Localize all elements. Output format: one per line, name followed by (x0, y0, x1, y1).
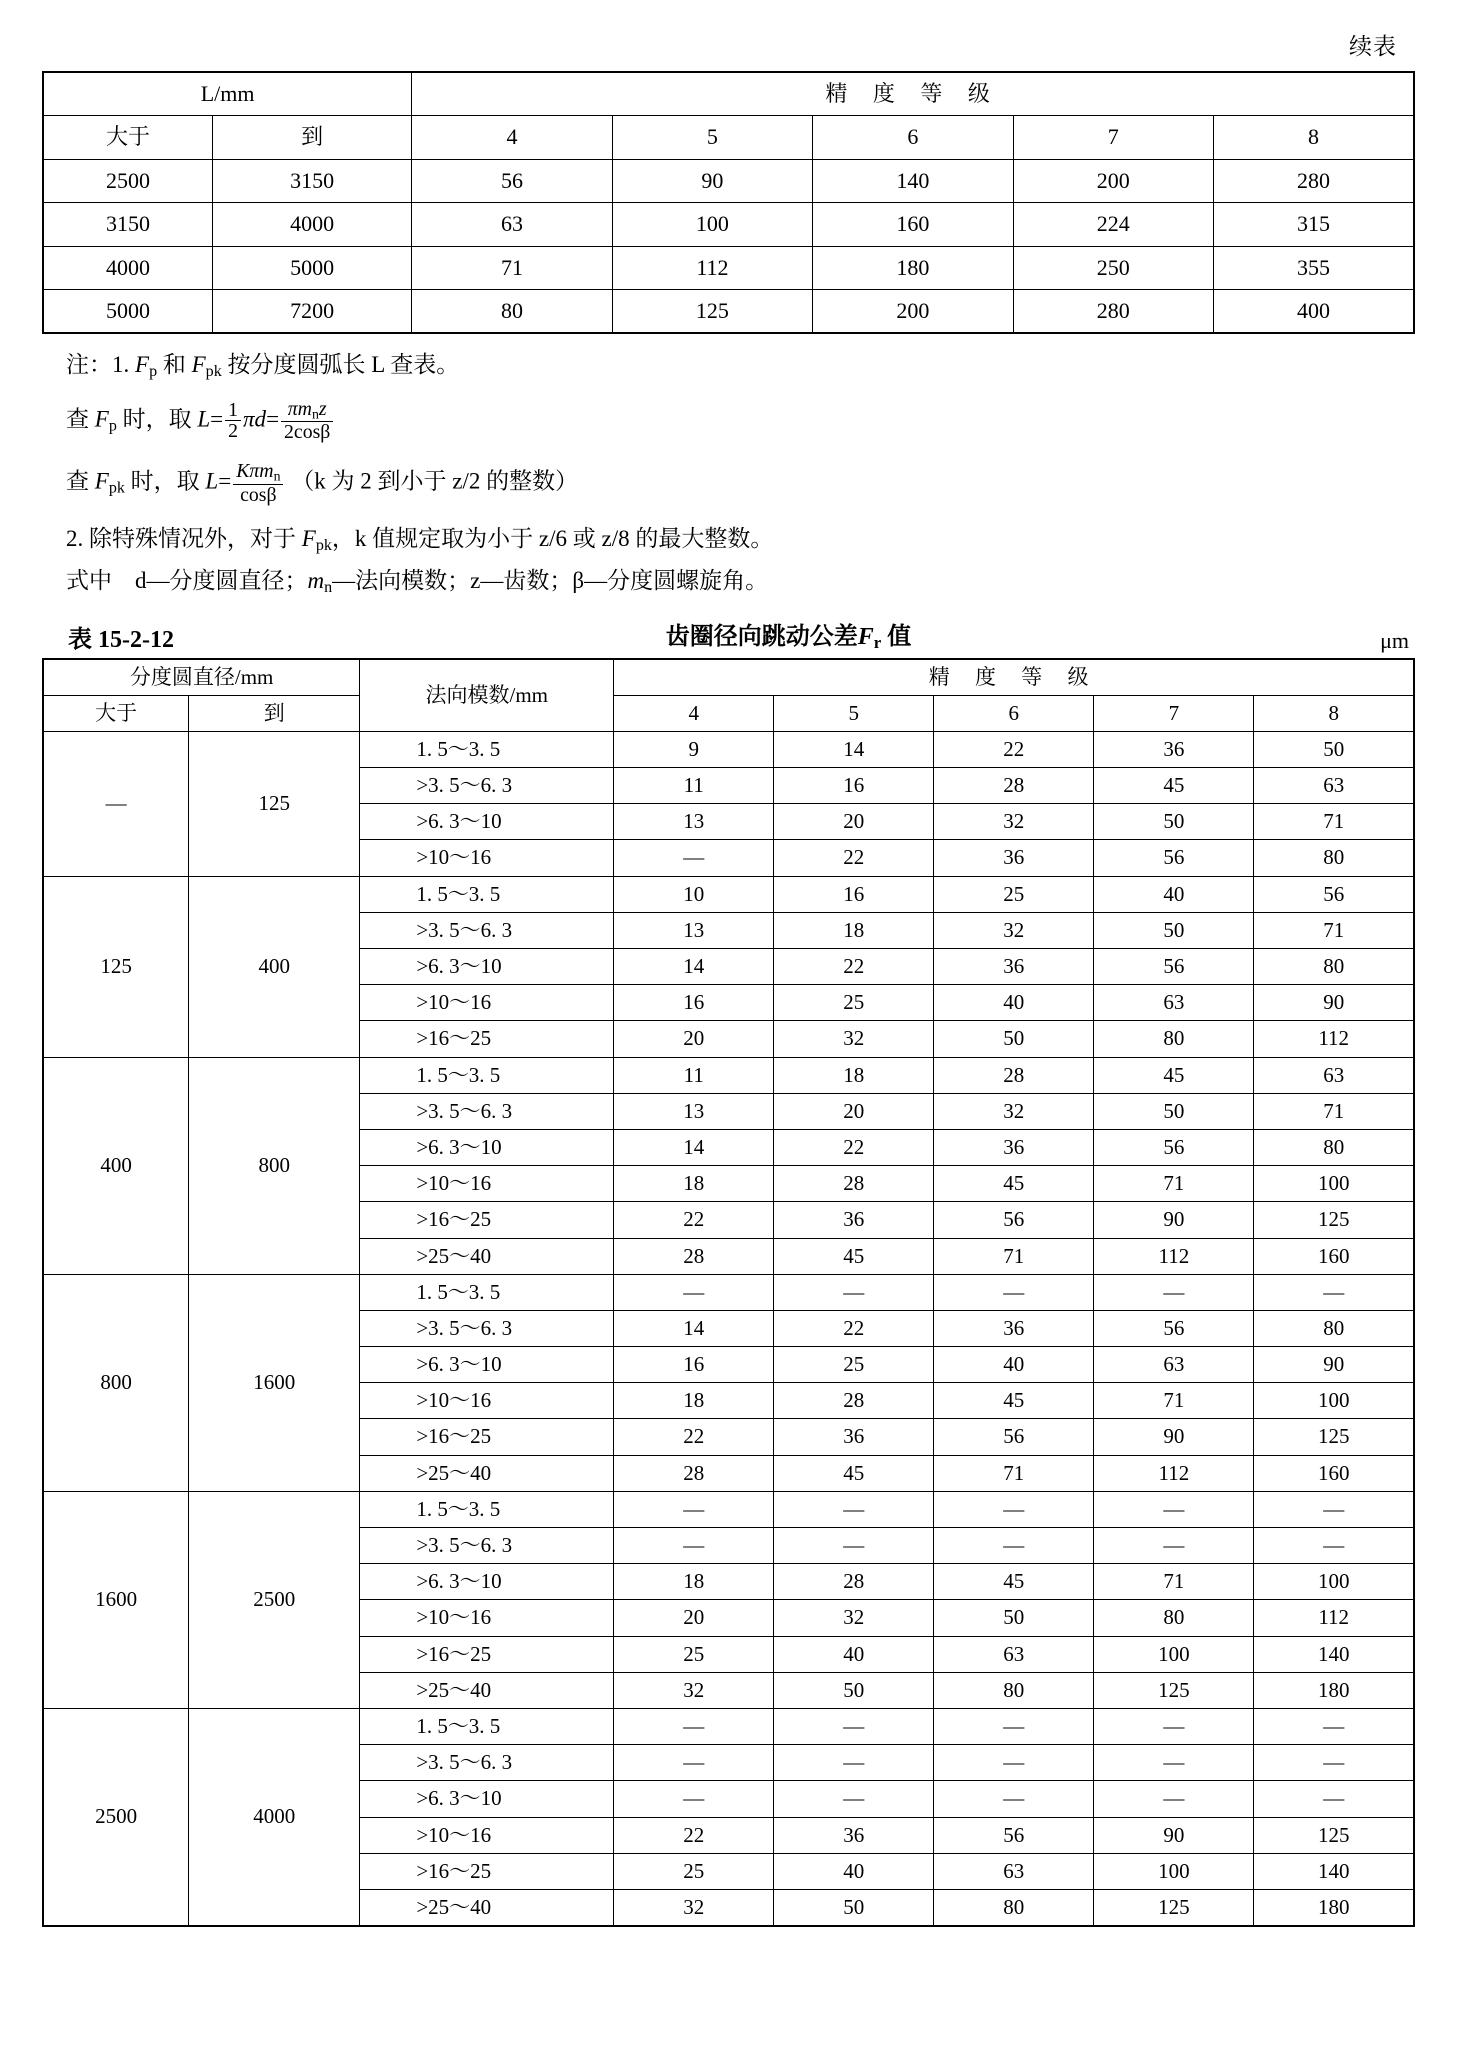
cell-module: >3. 5～6. 3 (360, 1528, 614, 1564)
cell-to: 1600 (189, 1274, 360, 1491)
table-row (43, 159, 1414, 202)
cell-value: 45 (774, 1455, 934, 1491)
cell-value: 36 (774, 1202, 934, 1238)
cell-value: — (934, 1528, 1094, 1564)
cell-value: 40 (934, 985, 1094, 1021)
cell-value: — (614, 840, 774, 876)
table-title: 齿圈径向跳动公差$F_r$ 值 (665, 624, 912, 653)
cell-value: — (1254, 1781, 1414, 1817)
cell-module: >25～40 (360, 1455, 614, 1491)
cell-value: 50 (774, 1889, 934, 1926)
cell-value: 100 (1094, 1636, 1254, 1672)
cell-value: — (614, 1781, 774, 1817)
cell-value: 90 (1094, 1817, 1254, 1853)
cell-value: 40 (774, 1853, 934, 1889)
cell-value: 315 (1214, 203, 1415, 246)
cell-value: 140 (1254, 1636, 1414, 1672)
cell-value: 71 (1254, 1093, 1414, 1129)
table-row (43, 1057, 1414, 1093)
cell-value: 45 (1094, 768, 1254, 804)
cell-value: 36 (934, 1129, 1094, 1165)
cell-value: 14 (774, 731, 934, 767)
note-line-2: 查 $F_p$ 时，取 L= $\frac{1}{2}$ πd= $\frac{\pi m_nz}{2\cos\beta}$ (66, 399, 1415, 444)
cell-module: >6. 3～10 (360, 949, 614, 985)
table-row (43, 1491, 1414, 1527)
cell-value: — (1254, 1528, 1414, 1564)
cell-to: 4000 (213, 203, 412, 246)
cell-value: 90 (1094, 1419, 1254, 1455)
cell-value: 32 (614, 1672, 774, 1708)
cell-value: — (614, 1745, 774, 1781)
cell-module: >6. 3～10 (360, 1564, 614, 1600)
header-to: 到 (213, 116, 412, 159)
cell-value: 112 (612, 246, 812, 289)
cell-value: 36 (934, 840, 1094, 876)
cell-value: — (934, 1708, 1094, 1744)
header-grade-7: 7 (1094, 695, 1254, 731)
cell-value: 20 (614, 1600, 774, 1636)
cell-value: 71 (1094, 1564, 1254, 1600)
cell-value: 28 (614, 1455, 774, 1491)
table-unit: μm (1380, 627, 1409, 653)
cell-value: 45 (1094, 1057, 1254, 1093)
cell-value: 63 (1094, 1347, 1254, 1383)
note-line-3: 查 $F_{pk}$ 时，取 L= $\frac{K\pi m_n}{\cos\beta}$ （k 为 2 到小于 z/2 的整数） (66, 460, 579, 507)
cell-value: 90 (612, 159, 812, 202)
cell-value: 112 (1254, 1021, 1414, 1057)
cell-value: 125 (612, 289, 812, 333)
header-pitch-diameter: 分度圆直径/mm (43, 659, 360, 696)
cell-value: 180 (813, 246, 1013, 289)
cell-value: 25 (774, 1347, 934, 1383)
cell-value: 25 (614, 1853, 774, 1889)
header-grade-6: 6 (934, 695, 1094, 731)
cell-value: 56 (1094, 949, 1254, 985)
cell-value: 14 (614, 1310, 774, 1346)
header-grade-4: 4 (412, 116, 612, 159)
cell-module: 1. 5～3. 5 (360, 1057, 614, 1093)
cell-value: 32 (934, 1093, 1094, 1129)
cell-value: 90 (1254, 1347, 1414, 1383)
cell-value: 80 (1094, 1600, 1254, 1636)
header-to: 到 (189, 695, 360, 731)
table-2-heading (42, 616, 1415, 653)
table-row (43, 289, 1414, 333)
cell-module: 1. 5～3. 5 (360, 731, 614, 767)
cell-value: 224 (1013, 203, 1213, 246)
note-line-4: 2. 除特殊情况外，对于 $F_{pk}$，k 值规定取为小于 z/6 或 z/8 的最大整数。 (66, 526, 774, 555)
cell-value: 22 (614, 1202, 774, 1238)
cell-value: 16 (614, 1347, 774, 1383)
cell-module: >10～16 (360, 1600, 614, 1636)
cell-value: 28 (934, 1057, 1094, 1093)
cell-module: 1. 5～3. 5 (360, 1491, 614, 1527)
cell-value: 125 (1094, 1889, 1254, 1926)
cell-value: 14 (614, 1129, 774, 1165)
cell-value: 36 (774, 1419, 934, 1455)
cell-to: 400 (189, 876, 360, 1057)
cell-module: >25～40 (360, 1672, 614, 1708)
cell-value: 100 (1254, 1564, 1414, 1600)
cell-value: — (614, 1708, 774, 1744)
cell-module: >3. 5～6. 3 (360, 1310, 614, 1346)
header-grade-8: 8 (1214, 116, 1415, 159)
cell-value: 56 (1094, 1129, 1254, 1165)
cell-value: 36 (934, 949, 1094, 985)
cell-value: 100 (612, 203, 812, 246)
cell-module: >16～25 (360, 1636, 614, 1672)
cell-value: 56 (934, 1419, 1094, 1455)
cell-value: 80 (1254, 1129, 1414, 1165)
header-greater-than: 大于 (43, 695, 189, 731)
cell-value: 100 (1254, 1383, 1414, 1419)
cell-value: — (1254, 1745, 1414, 1781)
cell-value: 63 (934, 1636, 1094, 1672)
table-row (43, 1708, 1414, 1744)
cell-value: 32 (934, 912, 1094, 948)
cell-greater: 2500 (43, 159, 213, 202)
cell-value: — (774, 1491, 934, 1527)
cell-value: 56 (1094, 840, 1254, 876)
cell-to: 3150 (213, 159, 412, 202)
cell-value: 22 (774, 949, 934, 985)
cell-module: >6. 3～10 (360, 804, 614, 840)
cell-greater: 2500 (43, 1708, 189, 1926)
cell-value: 63 (934, 1853, 1094, 1889)
cell-value: 45 (934, 1564, 1094, 1600)
cell-value: 71 (412, 246, 612, 289)
cell-module: 1. 5～3. 5 (360, 1274, 614, 1310)
table-number: 表 15-2-12 (68, 626, 174, 653)
cell-value: 22 (774, 1310, 934, 1346)
cell-module: >3. 5～6. 3 (360, 1745, 614, 1781)
table-row (43, 72, 1414, 116)
cell-value: 13 (614, 1093, 774, 1129)
cell-greater: 125 (43, 876, 189, 1057)
cell-value: 50 (1094, 804, 1254, 840)
cell-value: 112 (1094, 1238, 1254, 1274)
cell-module: >10～16 (360, 1166, 614, 1202)
cell-value: 50 (1094, 912, 1254, 948)
cell-value: 20 (774, 1093, 934, 1129)
table-row (43, 246, 1414, 289)
cell-value: — (934, 1745, 1094, 1781)
header-grade-8: 8 (1254, 695, 1414, 731)
cell-value: 22 (934, 731, 1094, 767)
cell-value: 180 (1254, 1672, 1414, 1708)
table-row (43, 116, 1414, 159)
header-accuracy-grade: 精 度 等 级 (412, 72, 1414, 116)
cell-value: 28 (774, 1564, 934, 1600)
cell-value: 125 (1254, 1202, 1414, 1238)
note-line-1: 注：1. $F_p$ 和 $F_{pk}$ 按分度圆弧长 L 查表。 (66, 352, 460, 381)
cell-value: 80 (412, 289, 612, 333)
cell-greater: 5000 (43, 289, 213, 333)
cell-value: — (934, 1781, 1094, 1817)
cell-module: >10～16 (360, 1383, 614, 1419)
cell-value: — (1254, 1274, 1414, 1310)
cell-value: 56 (1254, 876, 1414, 912)
cell-value: 63 (412, 203, 612, 246)
cell-value: — (1094, 1491, 1254, 1527)
cell-value: 56 (934, 1817, 1094, 1853)
cell-value: 80 (1254, 1310, 1414, 1346)
cell-value: 71 (934, 1455, 1094, 1491)
continued-label: 续表 (1349, 34, 1397, 59)
cell-value: 28 (774, 1166, 934, 1202)
cell-to: 2500 (189, 1491, 360, 1708)
cell-value: 400 (1214, 289, 1415, 333)
cell-value: 71 (1094, 1383, 1254, 1419)
cell-value: 40 (1094, 876, 1254, 912)
cell-value: 71 (1094, 1166, 1254, 1202)
cell-value: 50 (774, 1672, 934, 1708)
table-fp-tolerance (42, 71, 1415, 334)
cell-module: 1. 5～3. 5 (360, 1708, 614, 1744)
cell-value: 80 (934, 1672, 1094, 1708)
cell-value: 18 (614, 1564, 774, 1600)
cell-value: 80 (1254, 840, 1414, 876)
cell-value: 20 (774, 804, 934, 840)
cell-value: 10 (614, 876, 774, 912)
header-normal-module: 法向模数/mm (360, 659, 614, 732)
cell-module: >6. 3～10 (360, 1347, 614, 1383)
cell-to: 7200 (213, 289, 412, 333)
cell-value: 11 (614, 1057, 774, 1093)
cell-value: 63 (1254, 1057, 1414, 1093)
cell-greater: 1600 (43, 1491, 189, 1708)
cell-value: 28 (614, 1238, 774, 1274)
cell-value: — (1254, 1491, 1414, 1527)
fraction-pimnz: $\frac{\pi m_nz}{2\cos\beta}$ (281, 399, 333, 444)
cell-value: 140 (813, 159, 1013, 202)
cell-value: 355 (1214, 246, 1415, 289)
cell-module: >6. 3～10 (360, 1129, 614, 1165)
cell-module: >16～25 (360, 1021, 614, 1057)
cell-value: 16 (614, 985, 774, 1021)
cell-value: 36 (934, 1310, 1094, 1346)
cell-greater: 400 (43, 1057, 189, 1274)
cell-module: >10～16 (360, 1817, 614, 1853)
cell-value: 63 (1254, 768, 1414, 804)
cell-value: 20 (614, 1021, 774, 1057)
cell-value: 13 (614, 804, 774, 840)
table-row (43, 876, 1414, 912)
cell-value: 28 (774, 1383, 934, 1419)
cell-value: 160 (1254, 1238, 1414, 1274)
cell-value: 125 (1094, 1672, 1254, 1708)
cell-value: 45 (934, 1166, 1094, 1202)
cell-module: >25～40 (360, 1238, 614, 1274)
cell-module: >6. 3～10 (360, 1781, 614, 1817)
table-row (43, 1274, 1414, 1310)
cell-value: 112 (1094, 1455, 1254, 1491)
table-row (43, 203, 1414, 246)
cell-value: 9 (614, 731, 774, 767)
fraction-half: $\frac{1}{2}$ (225, 400, 241, 443)
cell-value: 160 (813, 203, 1013, 246)
cell-greater: — (43, 731, 189, 876)
cell-value: 25 (614, 1636, 774, 1672)
cell-value: — (1094, 1708, 1254, 1744)
cell-value: 18 (614, 1383, 774, 1419)
cell-value: 22 (614, 1817, 774, 1853)
cell-value: 90 (1254, 985, 1414, 1021)
header-greater-than: 大于 (43, 116, 213, 159)
cell-value: 11 (614, 768, 774, 804)
cell-value: 22 (614, 1419, 774, 1455)
cell-value: 63 (1094, 985, 1254, 1021)
cell-value: 25 (774, 985, 934, 1021)
table-row (43, 731, 1414, 767)
cell-value: 14 (614, 949, 774, 985)
cell-value: 90 (1094, 1202, 1254, 1238)
cell-value: 80 (1094, 1021, 1254, 1057)
cell-value: 50 (1254, 731, 1414, 767)
cell-value: 13 (614, 912, 774, 948)
cell-module: >10～16 (360, 840, 614, 876)
cell-module: >25～40 (360, 1889, 614, 1926)
cell-value: 80 (934, 1889, 1094, 1926)
cell-module: >3. 5～6. 3 (360, 768, 614, 804)
cell-value: 16 (774, 876, 934, 912)
cell-value: 200 (813, 289, 1013, 333)
cell-value: 45 (934, 1383, 1094, 1419)
cell-value: 18 (614, 1166, 774, 1202)
cell-value: 160 (1254, 1455, 1414, 1491)
header-grade-4: 4 (614, 695, 774, 731)
cell-value: 36 (1094, 731, 1254, 767)
cell-to: 800 (189, 1057, 360, 1274)
cell-value: 56 (934, 1202, 1094, 1238)
fraction-kpimn: $\frac{K\pi m_n}{\cos\beta}$ (233, 461, 283, 506)
cell-value: 28 (934, 768, 1094, 804)
note-line-5: 式中 d—分度圆直径；$m_n—$法向模数；z—齿数；β—分度圆螺旋角。 (66, 568, 769, 597)
cell-value: 71 (1254, 912, 1414, 948)
cell-to: 5000 (213, 246, 412, 289)
cell-module: >10～16 (360, 985, 614, 1021)
cell-value: 250 (1013, 246, 1213, 289)
cell-value: — (774, 1274, 934, 1310)
cell-value: 32 (774, 1600, 934, 1636)
header-grade-5: 5 (612, 116, 812, 159)
cell-value: 50 (934, 1600, 1094, 1636)
cell-value: — (614, 1491, 774, 1527)
cell-value: — (1254, 1708, 1414, 1744)
cell-value: 32 (934, 804, 1094, 840)
cell-value: 280 (1013, 289, 1213, 333)
cell-value: 36 (774, 1817, 934, 1853)
cell-value: — (774, 1708, 934, 1744)
cell-value: 45 (774, 1238, 934, 1274)
cell-value: 80 (1254, 949, 1414, 985)
cell-value: 200 (1013, 159, 1213, 202)
cell-value: 71 (934, 1238, 1094, 1274)
cell-greater: 3150 (43, 203, 213, 246)
cell-value: — (774, 1781, 934, 1817)
cell-value: 18 (774, 912, 934, 948)
cell-value: — (1094, 1274, 1254, 1310)
cell-value: 25 (934, 876, 1094, 912)
cell-value: 100 (1254, 1166, 1414, 1202)
cell-module: >16～25 (360, 1853, 614, 1889)
cell-value: 32 (614, 1889, 774, 1926)
cell-to: 125 (189, 731, 360, 876)
cell-value: 280 (1214, 159, 1415, 202)
header-accuracy-grade: 精 度 等 级 (614, 659, 1414, 696)
cell-module: >3. 5～6. 3 (360, 912, 614, 948)
cell-value: 71 (1254, 804, 1414, 840)
notes-block (42, 348, 1415, 600)
cell-value: — (614, 1528, 774, 1564)
cell-value: 56 (1094, 1310, 1254, 1346)
header-grade-5: 5 (774, 695, 934, 731)
cell-value: 180 (1254, 1889, 1414, 1926)
cell-module: 1. 5～3. 5 (360, 876, 614, 912)
cell-value: 22 (774, 840, 934, 876)
cell-value: — (774, 1745, 934, 1781)
cell-value: — (1094, 1745, 1254, 1781)
cell-value: — (1094, 1528, 1254, 1564)
cell-value: 40 (774, 1636, 934, 1672)
header-grade-6: 6 (813, 116, 1013, 159)
header-arc-length: L/mm (43, 72, 412, 116)
cell-module: >16～25 (360, 1202, 614, 1238)
cell-value: 50 (934, 1021, 1094, 1057)
cell-value: — (934, 1491, 1094, 1527)
cell-value: 40 (934, 1347, 1094, 1383)
cell-module: >3. 5～6. 3 (360, 1093, 614, 1129)
cell-value: 32 (774, 1021, 934, 1057)
table-row (43, 659, 1414, 696)
cell-module: >16～25 (360, 1419, 614, 1455)
cell-value: — (774, 1528, 934, 1564)
cell-value: — (934, 1274, 1094, 1310)
header-grade-7: 7 (1013, 116, 1213, 159)
cell-value: 50 (1094, 1093, 1254, 1129)
cell-to: 4000 (189, 1708, 360, 1926)
cell-greater: 800 (43, 1274, 189, 1491)
table-fr-tolerance (42, 658, 1415, 1928)
cell-value: 56 (412, 159, 612, 202)
cell-value: 16 (774, 768, 934, 804)
cell-value: 125 (1254, 1817, 1414, 1853)
cell-value: — (1094, 1781, 1254, 1817)
cell-value: 22 (774, 1129, 934, 1165)
cell-value: 100 (1094, 1853, 1254, 1889)
cell-value: 18 (774, 1057, 934, 1093)
cell-greater: 4000 (43, 246, 213, 289)
cell-value: — (614, 1274, 774, 1310)
cell-value: 125 (1254, 1419, 1414, 1455)
cell-value: 112 (1254, 1600, 1414, 1636)
cell-value: 140 (1254, 1853, 1414, 1889)
table-row (43, 695, 1414, 731)
